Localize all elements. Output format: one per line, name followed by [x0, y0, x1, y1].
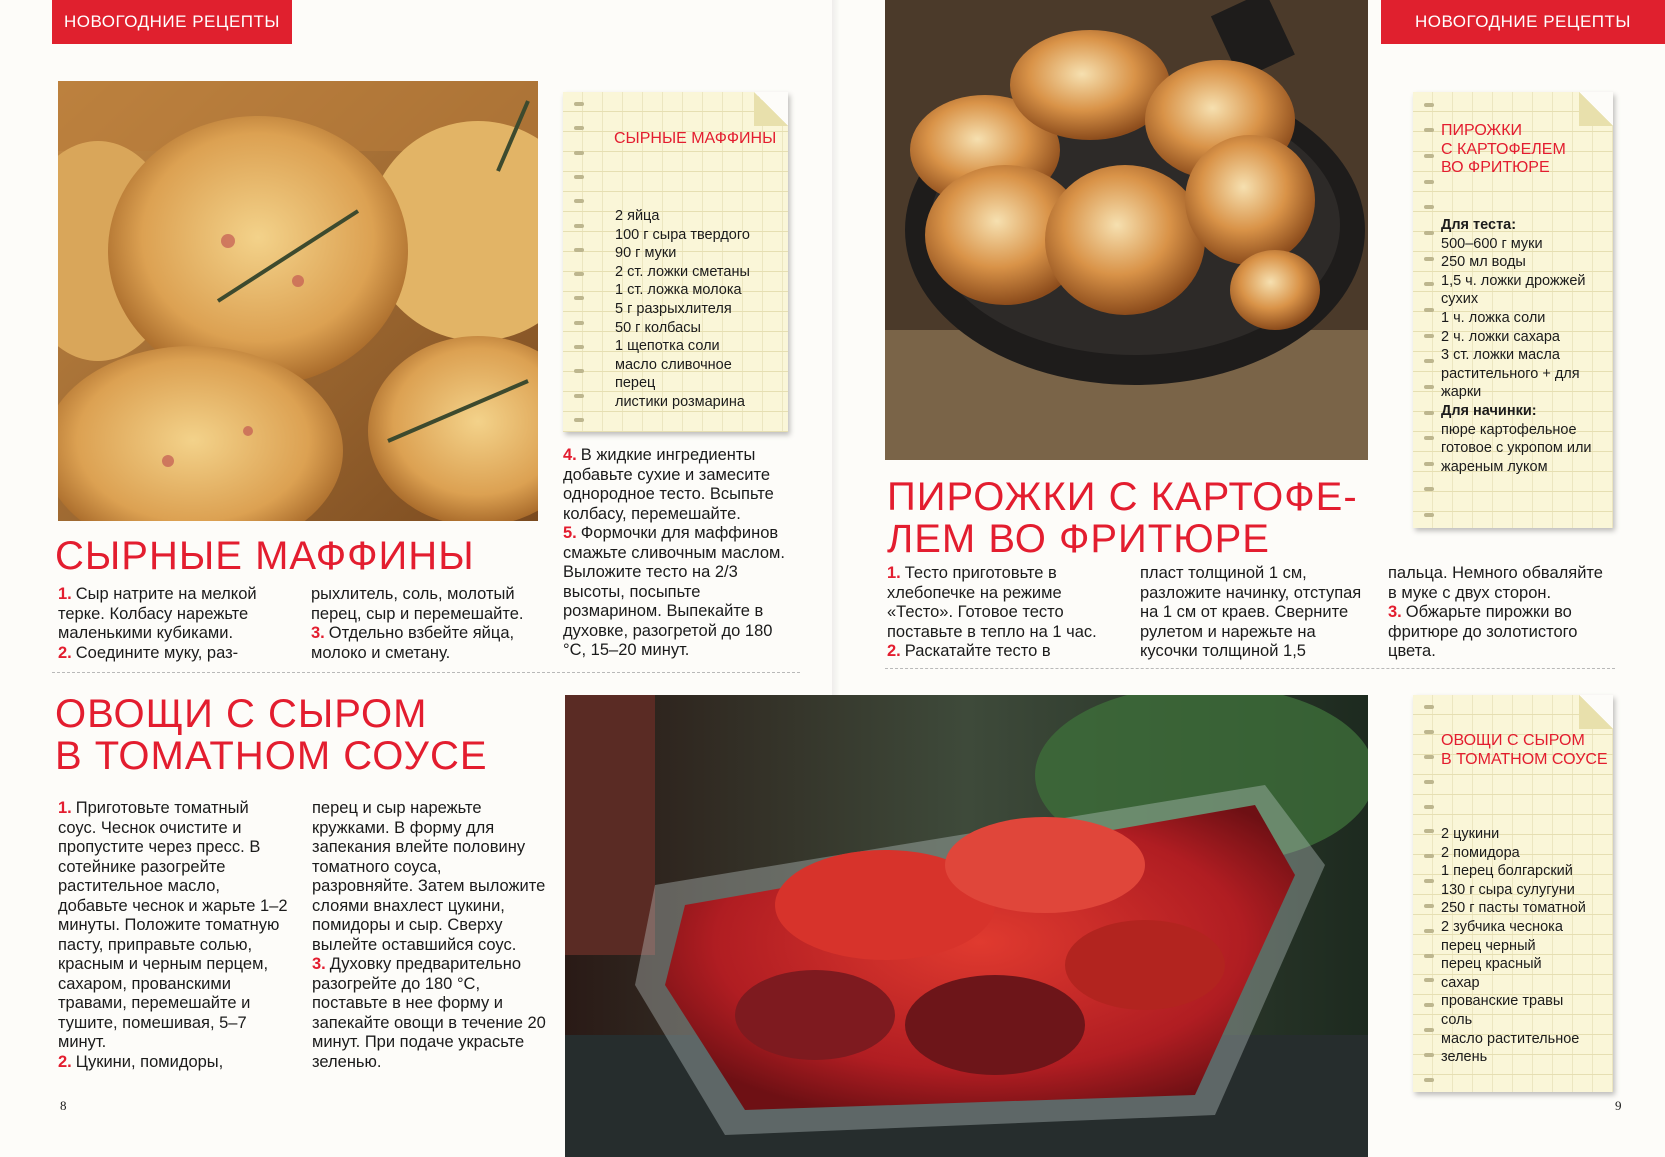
filling-label: Для начинки:: [1441, 402, 1537, 419]
vegetables-step-2-start: 2. Цукини, помидоры,: [58, 1052, 224, 1071]
ingredient: листики розмарина: [615, 393, 745, 410]
muffins-steps-col1: [58, 585, 290, 663]
ingredient: перец: [615, 375, 656, 392]
vegetables-step-3: 3. Духовку предварительно разогрейте до 180 °С, поставьте в нее форму и запекайте овощи в течение 20 минут. При подаче украсьте зеленью.: [312, 955, 546, 1071]
ingredient: 50 г колбасы: [615, 319, 701, 336]
muffins-step-1: 1. Сыр натрите на мелкой терке. Колбасу нарежьте маленькими кубиками.: [58, 585, 257, 642]
section-tag-left: НОВОГОДНИЕ РЕЦЕПТЫ: [52, 0, 292, 44]
ingredient: сухих: [1441, 291, 1479, 308]
ingredient: 2 зубчика чеснока: [1441, 918, 1563, 935]
ingredient: 1,5 ч. ложки дрожжей: [1441, 272, 1586, 289]
vegetables-ingredient-card: [1413, 695, 1613, 1092]
vegetables-ingredient-list: [1441, 825, 1586, 1067]
vegetables-title: ОВОЩИ С СЫРОМ В ТОМАТНОМ СОУСЕ: [55, 692, 488, 778]
ingredient: 1 ст. ложка молока: [615, 282, 742, 299]
ingredient: перец красный: [1441, 956, 1542, 973]
card-spiral: [1421, 92, 1437, 528]
section-tag-right: НОВОГОДНИЕ РЕЦЕПТЫ: [1381, 0, 1665, 44]
pirozhki-photo: [885, 0, 1368, 460]
ingredient: соль: [1441, 1011, 1473, 1028]
ingredient: 250 мл воды: [1441, 254, 1526, 271]
ingredient: 100 г сыра твердого: [615, 226, 750, 243]
muffins-step-5: 5. Формочки для маффинов смажьте сливочным маслом. Выложите тесто на 2/3 высоты, посыпьте розмарином. Выпекайте в духовке, разогретой до 180 °С, 15–20 минут.: [563, 524, 785, 659]
ingredient: готовое с укропом или: [1441, 440, 1592, 457]
ingredient: 1 перец болгарский: [1441, 863, 1573, 880]
ingredient: 500–600 г муки: [1441, 235, 1543, 252]
ingredient: пюре картофельное: [1441, 421, 1577, 438]
dough-label: Для теста:: [1441, 217, 1517, 233]
card-spiral: [571, 92, 587, 432]
pirozhki-step-1: 1. Тесто приготовьте в хлебопечке на режиме «Тесто». Готовое тесто поставьте в тепло на 1 час.: [887, 564, 1097, 641]
ingredient: 2 помидора: [1441, 844, 1520, 861]
card-spiral: [1421, 695, 1437, 1092]
page-number-left: 8: [60, 1098, 67, 1113]
section-divider-left: [52, 672, 800, 673]
section-divider-right: [885, 668, 1615, 669]
pirozhki-ingredient-card: [1413, 92, 1613, 528]
ingredient: 1 ч. ложка соли: [1441, 309, 1546, 326]
pirozhki-steps-col2: [1140, 564, 1362, 662]
pirozhki-step-2-cont: пласт толщиной 1 см, разложите начинку, отступая на 1 см от краев. Сверните рулетом и нарежьте на кусочки толщиной 1,5: [1140, 564, 1362, 660]
vegetables-steps-col2: [312, 799, 547, 1072]
ingredient: зелень: [1441, 1049, 1488, 1066]
ingredient: 3 ст. ложки масла: [1441, 347, 1560, 364]
muffins-step-4: 4. В жидкие ингредиенты добавьте сухие и замесите однородное тесто. Всыпьте колбасу, перемешайте.: [563, 446, 774, 523]
ingredient: жареным луком: [1441, 458, 1548, 475]
ingredient: масло растительное: [1441, 1030, 1580, 1047]
ingredient: 130 г сыра сулугуни: [1441, 881, 1575, 898]
muffins-steps-col2: [311, 585, 546, 663]
ingredient: прованские травы: [1441, 993, 1564, 1010]
ingredient: сахар: [1441, 974, 1480, 991]
pirozhki-step-3: 3. Обжарьте пирожки во фритюре до золотистого цвета.: [1388, 603, 1578, 660]
ingredient: 90 г муки: [615, 245, 677, 262]
muffins-ingredient-list: [615, 207, 750, 412]
muffins-title: СЫРНЫЕ МАФФИНЫ: [55, 534, 475, 578]
muffins-step-2-start: 2. Соедините муку, раз-: [58, 643, 239, 662]
pirozhki-steps-col3: [1388, 564, 1616, 662]
ingredient: жарки: [1441, 384, 1482, 401]
ingredient: 5 г разрыхлителя: [615, 300, 732, 317]
muffins-photo: [58, 81, 538, 521]
vegetables-card-title: ОВОЩИ С СЫРОМ В ТОМАТНОМ СОУСЕ: [1441, 732, 1608, 768]
ingredient: растительного + для: [1441, 365, 1580, 382]
page-number-right: 9: [1615, 1098, 1622, 1113]
ingredient: 2 ст. ложки сметаны: [615, 263, 750, 280]
pirozhki-steps-col1: [887, 564, 1109, 662]
ingredient: 2 яйца: [615, 208, 660, 224]
vegetables-step-1: 1. Приготовьте томатный соус. Чеснок очистите и пропустите через пресс. В сотейнике разогрейте растительное масло, добавьте чеснок и жарьте 1–2 минуты. Положите томатную пасту, приправьте солью, красным и черным перцем, сахаром, прованскими травами, перемешайте и тушите, помешивая, 5–7 минут.: [58, 799, 288, 1051]
pirozhki-step-2-start: 2. Раскатайте тесто в: [887, 642, 1051, 660]
vegetables-step-2-cont: перец и сыр нарежьте кружками. В форму для запекания влейте половину томатного соуса, разровняйте. Затем выложите слоями внахлест цукини, помидоры и сыр. Сверху вылейте оставшийся соус.: [312, 799, 546, 954]
muffins-ingredient-card: [563, 92, 788, 432]
ingredient: 1 щепотка соли: [615, 338, 720, 355]
pirozhki-ingredient-list: [1441, 216, 1592, 476]
muffins-steps-col3: [563, 446, 798, 661]
ingredient: масло сливочное: [615, 356, 732, 373]
ingredient: 2 цукини: [1441, 826, 1500, 842]
ingredient: перец черный: [1441, 937, 1536, 954]
muffins-step-2-cont: рыхлитель, соль, молотый перец, сыр и перемешайте.: [311, 585, 524, 623]
muffins-step-3: 3. Отдельно взбейте яйца, молоко и сметану.: [311, 624, 515, 662]
muffins-card-title: СЫРНЫЕ МАФФИНЫ: [614, 130, 777, 147]
ingredient: 2 ч. ложки сахара: [1441, 328, 1560, 345]
pirozhki-step-2-end: пальца. Немного обваляйте в муке с двух сторон.: [1388, 564, 1603, 602]
vegetables-photo: [565, 695, 1368, 1157]
pirozhki-title: ПИРОЖКИ С КАРТОФЕ- ЛЕМ ВО ФРИТЮРЕ: [887, 475, 1358, 561]
vegetables-steps-col1: [58, 799, 288, 1072]
pirozhki-card-title: ПИРОЖКИ С КАРТОФЕЛЕМ ВО ФРИТЮРЕ: [1441, 122, 1566, 176]
ingredient: 250 г пасты томатной: [1441, 900, 1586, 917]
